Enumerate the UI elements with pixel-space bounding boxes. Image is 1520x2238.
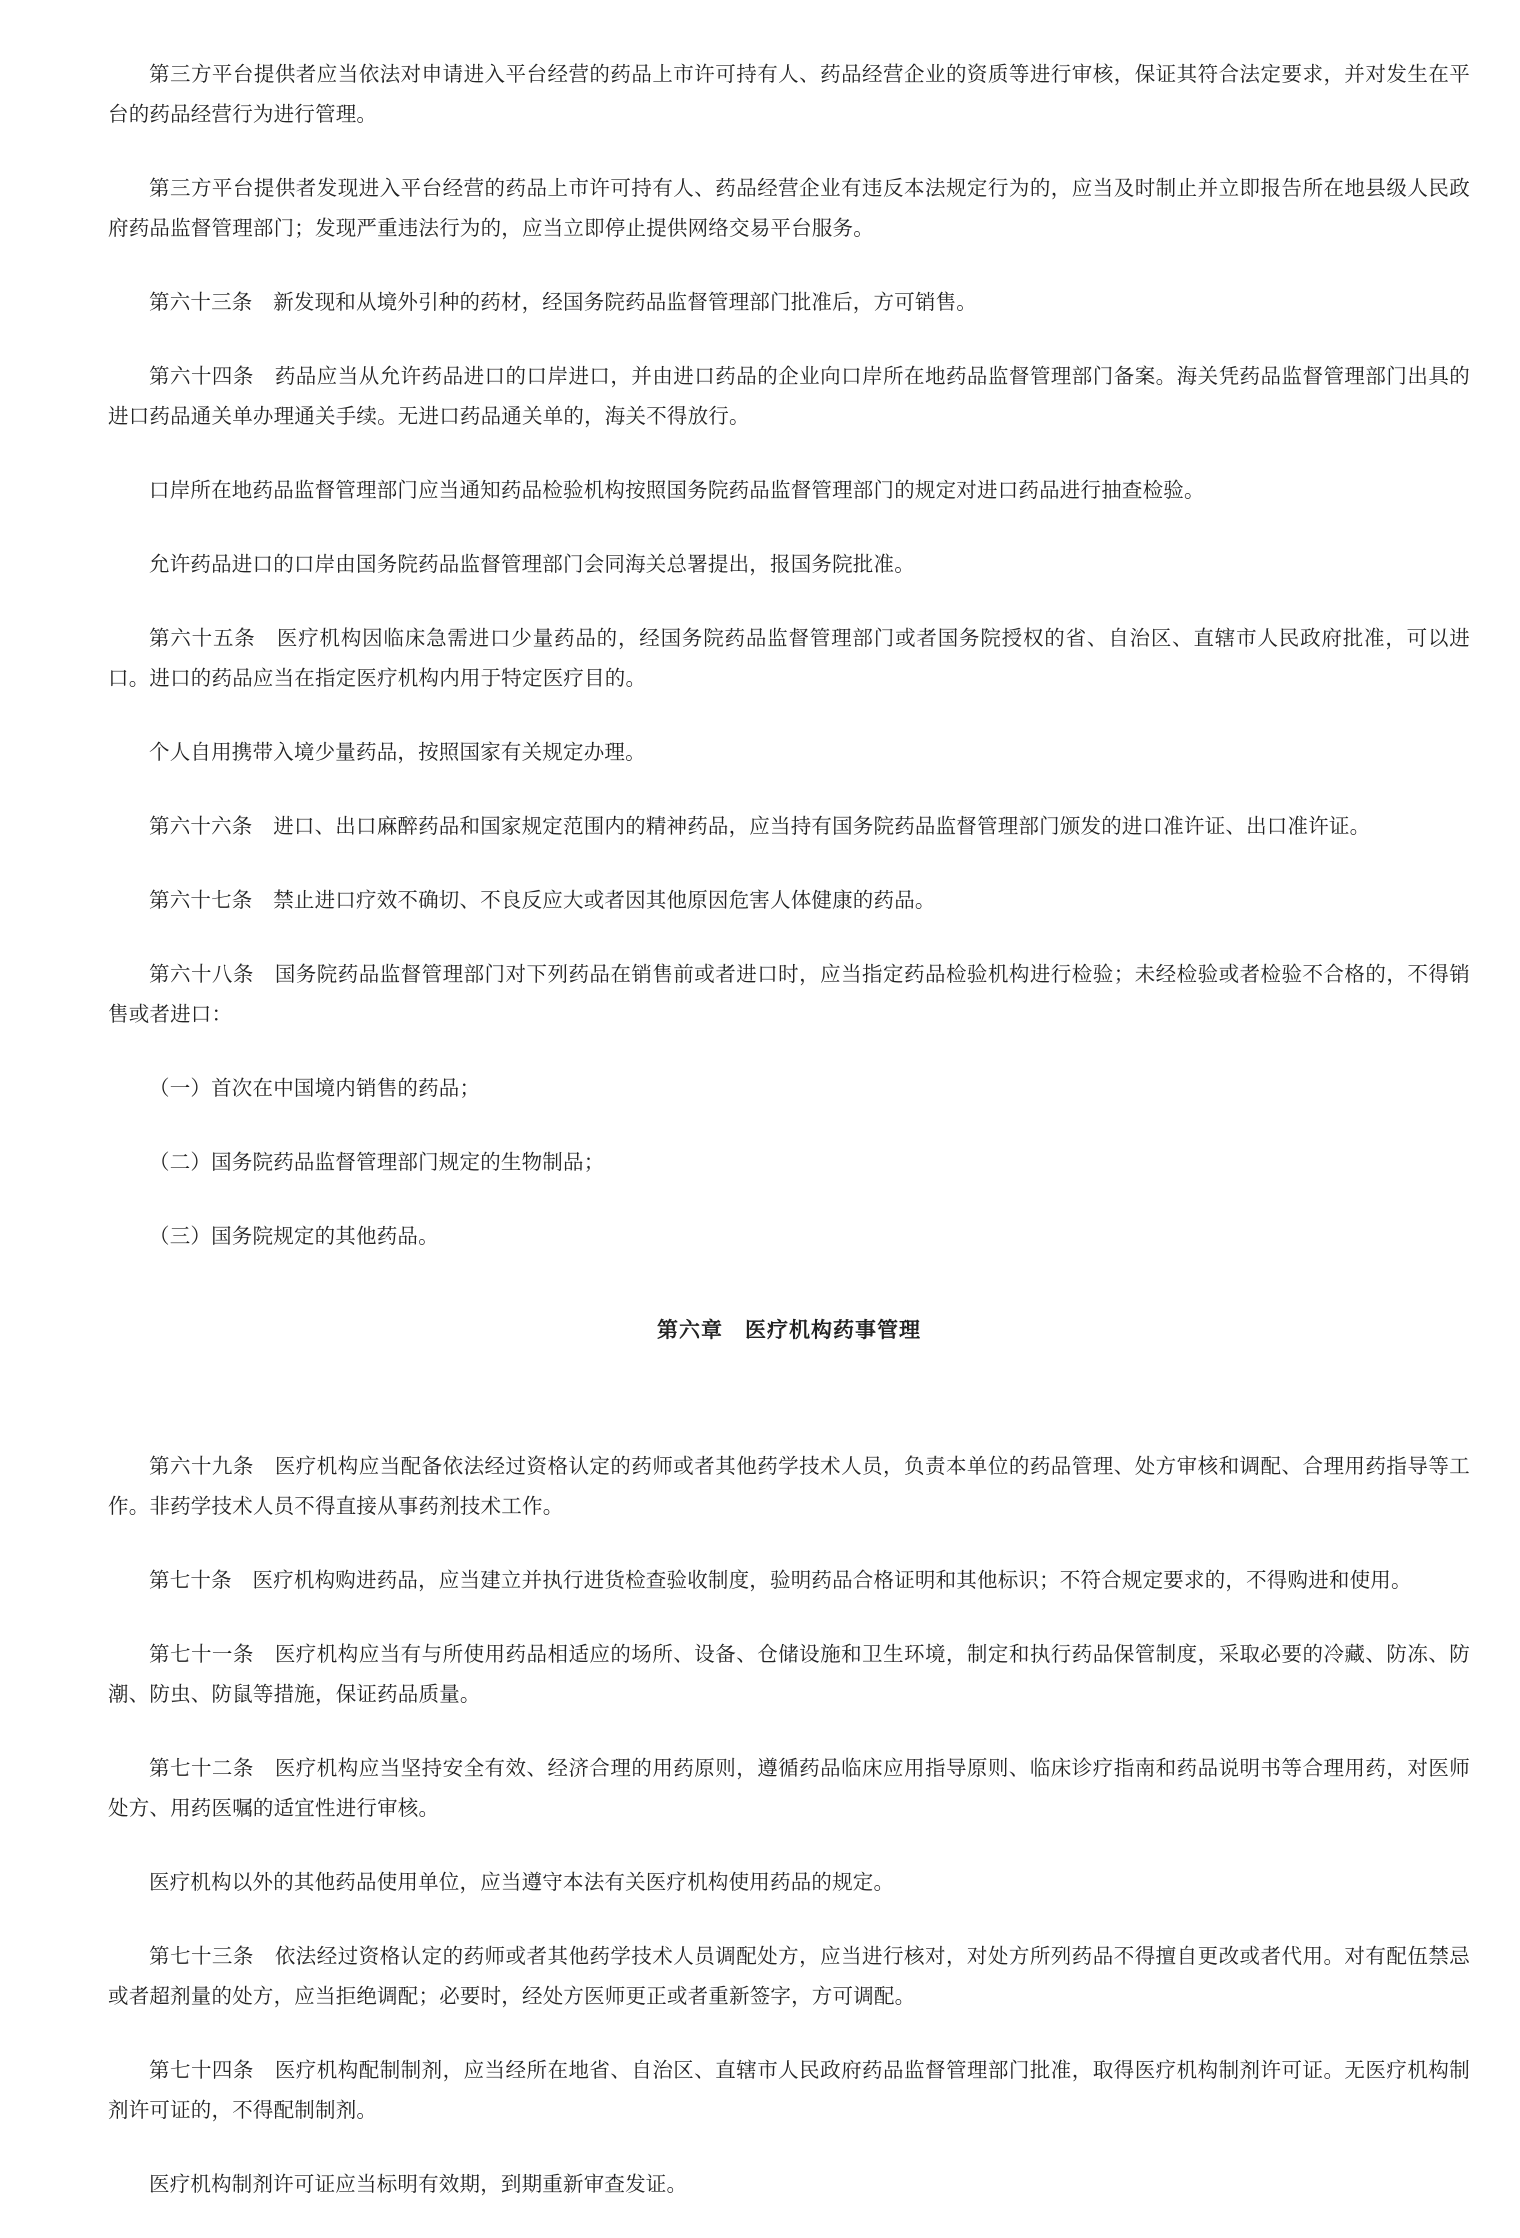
article-68: 第六十八条 国务院药品监督管理部门对下列药品在销售前或者进口时，应当指定药品检验机构进行检验；未经检验或者检验不合格的，不得销售或者进口： (108, 962, 1470, 1026)
article-64: 第六十四条 药品应当从允许药品进口的口岸进口，并由进口药品的企业向口岸所在地药品监督管理部门备案。海关凭药品监督管理部门出具的进口药品通关单办理通关手续。无进口药品通关单的，海关不得放行。 (108, 364, 1470, 428)
paragraph-port-inspection: 口岸所在地药品监督管理部门应当通知药品检验机构按照国务院药品监督管理部门的规定对进口药品进行抽查检验。 (149, 478, 1205, 502)
paragraph-platform-violation: 第三方平台提供者发现进入平台经营的药品上市许可持有人、药品经营企业有违反本法规定行为的，应当及时制止并立即报告所在地县级人民政府药品监督管理部门；发现严重违法行为的，应当立即停止提供网络交易平台服务。 (108, 176, 1470, 240)
article-73: 第七十三条 依法经过资格认定的药师或者其他药学技术人员调配处方，应当进行核对，对处方所列药品不得擅自更改或者代用。对有配伍禁忌或者超剂量的处方，应当拒绝调配；必要时，经处方医师更正或者重新签字，方可调配。 (108, 1944, 1470, 2008)
list-item-3: （三）国务院规定的其他药品。 (149, 1224, 439, 1248)
paragraph-other-units: 医疗机构以外的其他药品使用单位，应当遵守本法有关医疗机构使用药品的规定。 (149, 1870, 895, 1894)
article-74: 第七十四条 医疗机构配制制剂，应当经所在地省、自治区、直辖市人民政府药品监督管理部门批准，取得医疗机构制剂许可证。无医疗机构制剂许可证的，不得配制制剂。 (108, 2058, 1470, 2122)
paragraph-platform-review: 第三方平台提供者应当依法对申请进入平台经营的药品上市许可持有人、药品经营企业的资质等进行审核，保证其符合法定要求，并对发生在平台的药品经营行为进行管理。 (108, 62, 1470, 126)
article-65: 第六十五条 医疗机构因临床急需进口少量药品的，经国务院药品监督管理部门或者国务院授权的省、自治区、直辖市人民政府批准，可以进口。进口的药品应当在指定医疗机构内用于特定医疗目的。 (108, 626, 1470, 690)
article-71: 第七十一条 医疗机构应当有与所使用药品相适应的场所、设备、仓储设施和卫生环境，制定和执行药品保管制度，采取必要的冷藏、防冻、防潮、防虫、防鼠等措施，保证药品质量。 (108, 1642, 1470, 1706)
paragraph-personal-import: 个人自用携带入境少量药品，按照国家有关规定办理。 (149, 740, 646, 764)
list-item-1: （一）首次在中国境内销售的药品； (149, 1076, 481, 1100)
paragraph-port-approval: 允许药品进口的口岸由国务院药品监督管理部门会同海关总署提出，报国务院批准。 (149, 552, 915, 576)
paragraph-license-validity: 医疗机构制剂许可证应当标明有效期，到期重新审查发证。 (149, 2172, 688, 2196)
list-item-2: （二）国务院药品监督管理部门规定的生物制品； (149, 1150, 605, 1174)
article-66: 第六十六条 进口、出口麻醉药品和国家规定范围内的精神药品，应当持有国务院药品监督管理部门颁发的进口准许证、出口准许证。 (149, 814, 1371, 838)
article-63: 第六十三条 新发现和从境外引种的药材，经国务院药品监督管理部门批准后，方可销售。 (149, 290, 977, 314)
article-69: 第六十九条 医疗机构应当配备依法经过资格认定的药师或者其他药学技术人员，负责本单位的药品管理、处方审核和调配、合理用药指导等工作。非药学技术人员不得直接从事药剂技术工作。 (108, 1454, 1470, 1518)
article-67: 第六十七条 禁止进口疗效不确切、不良反应大或者因其他原因危害人体健康的药品。 (149, 888, 936, 912)
article-70: 第七十条 医疗机构购进药品，应当建立并执行进货检查验收制度，验明药品合格证明和其他标识；不符合规定要求的，不得购进和使用。 (149, 1568, 1412, 1592)
chapter-title: 第六章 医疗机构药事管理 (657, 1318, 921, 1342)
document-body (108, 54, 1470, 2238)
article-72: 第七十二条 医疗机构应当坚持安全有效、经济合理的用药原则，遵循药品临床应用指导原则、临床诊疗指南和药品说明书等合理用药，对医师处方、用药医嘱的适宜性进行审核。 (108, 1756, 1470, 1820)
